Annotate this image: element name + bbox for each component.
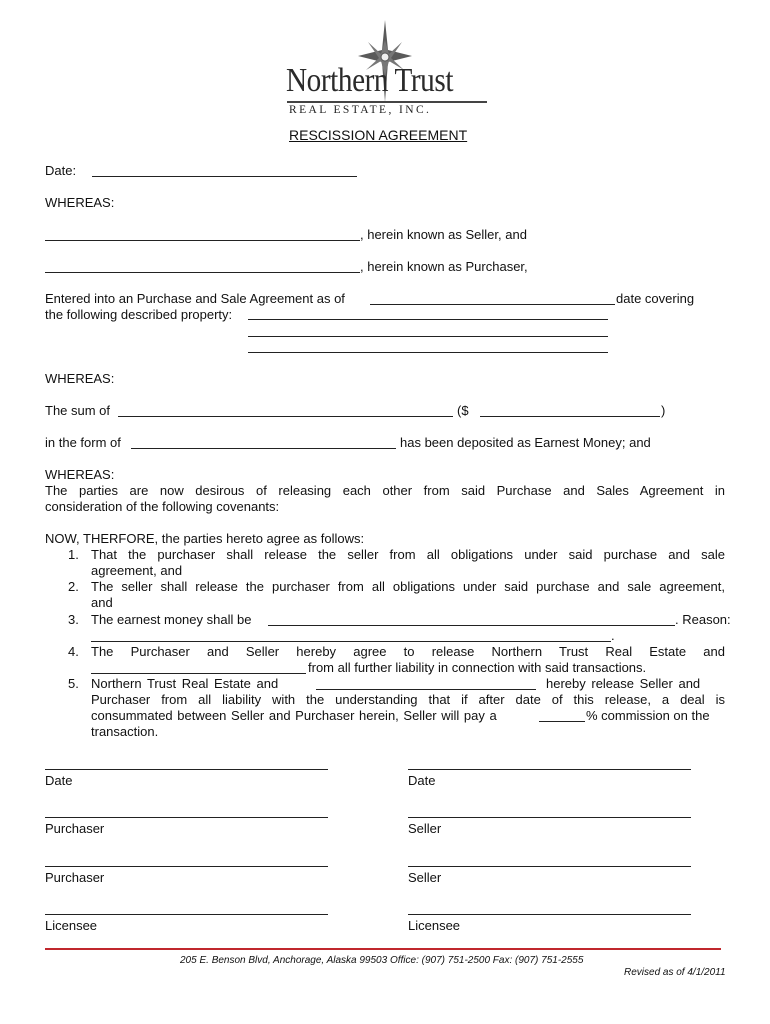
logo-subtitle: REAL ESTATE, INC.: [289, 104, 432, 116]
item-3-text: The earnest money shall be: [91, 612, 252, 627]
document-title: RESCISSION AGREEMENT: [289, 127, 468, 143]
signature-line-left-3[interactable]: [45, 866, 328, 867]
signature-line-left-4[interactable]: [45, 914, 328, 915]
item-4-line-2: from all further liability in connection with said transactions.: [308, 660, 647, 675]
item-number-4: 4.: [68, 644, 79, 659]
entered-text: Entered into an Purchase and Sale Agreement as of: [45, 291, 345, 306]
item-5-line-3a: consummated between Seller and Purchaser herein, Seller will pay a: [91, 708, 497, 723]
agreement-date-field[interactable]: [370, 304, 615, 305]
item-number-1: 1.: [68, 547, 79, 562]
earnest-disposition-field[interactable]: [268, 625, 675, 626]
whereas-heading-1: WHEREAS:: [45, 195, 115, 210]
logo-name: Northern Trust: [286, 62, 454, 99]
signature-label-date-right: Date: [408, 773, 436, 788]
item-3-period: .: [611, 628, 615, 643]
item-number-5: 5.: [68, 676, 79, 691]
now-therefore-text: NOW, THERFORE, the parties hereto agree as follows:: [45, 531, 365, 546]
purchaser-text: , herein known as Purchaser,: [360, 259, 528, 274]
seller-text: , herein known as Seller, and: [360, 227, 527, 242]
whereas-heading-2: WHEREAS:: [45, 371, 115, 386]
signature-label-date-left: Date: [45, 773, 73, 788]
form-text: has been deposited as Earnest Money; and: [400, 435, 651, 450]
item-number-2: 2.: [68, 579, 79, 594]
signature-line-right-1[interactable]: [408, 769, 691, 770]
signature-label-seller-2: Seller: [408, 870, 442, 885]
sum-label: The sum of: [45, 403, 111, 418]
whereas-heading-3: WHEREAS:: [45, 467, 115, 482]
item-2-line-1: The seller shall release the purchaser from all obligations under said purchase and sale agreement,: [91, 579, 725, 594]
seller-name-field[interactable]: [45, 240, 360, 241]
signature-line-left-1[interactable]: [45, 769, 328, 770]
sum-amount-field[interactable]: [480, 416, 660, 417]
signature-line-right-3[interactable]: [408, 866, 691, 867]
item-1-line-1: That the purchaser shall release the seller from all obligations under said purchase and sale: [91, 547, 725, 562]
footer-revised: Revised as of 4/1/2011: [624, 967, 726, 978]
signature-line-left-2[interactable]: [45, 817, 328, 818]
signature-line-right-2[interactable]: [408, 817, 691, 818]
property-field-2[interactable]: [248, 336, 608, 337]
logo-underline: [287, 101, 487, 103]
signature-label-licensee-right: Licensee: [408, 918, 461, 933]
form-label: in the form of: [45, 435, 121, 450]
property-label: the following described property:: [45, 307, 233, 322]
earnest-form-field[interactable]: [131, 448, 396, 449]
signature-label-purchaser-2: Purchaser: [45, 870, 105, 885]
date-covering-text: date covering: [616, 291, 695, 306]
item-3-reason-label: . Reason:: [675, 612, 731, 627]
property-field-1[interactable]: [248, 319, 608, 320]
property-field-3[interactable]: [248, 352, 608, 353]
sum-paren-close: ): [661, 403, 666, 418]
signature-line-right-4[interactable]: [408, 914, 691, 915]
item-2-line-2: and: [91, 595, 113, 610]
item-4-line-1: The Purchaser and Seller hereby agree to release Northern Trust Real Estate and: [91, 644, 725, 659]
sum-paren-open: ($: [457, 403, 469, 418]
item-5-line-1a: Northern Trust Real Estate and: [91, 676, 279, 691]
item-number-3: 3.: [68, 612, 79, 627]
item-5-line-4: transaction.: [91, 724, 159, 739]
purchaser-name-field[interactable]: [45, 272, 360, 273]
footer-address: 205 E. Benson Blvd, Anchorage, Alaska 99503 Office: (907) 751-2500 Fax: (907) 751-2555: [180, 955, 584, 966]
reason-field[interactable]: [91, 641, 611, 642]
date-label: Date:: [45, 163, 77, 178]
commission-percent-field[interactable]: [539, 721, 585, 722]
signature-label-seller-1: Seller: [408, 821, 442, 836]
item-1-line-2: agreement, and: [91, 563, 183, 578]
sum-words-field[interactable]: [118, 416, 453, 417]
footer-rule: [45, 948, 721, 950]
signature-label-licensee-left: Licensee: [45, 918, 98, 933]
releasing-party-field[interactable]: [316, 689, 536, 690]
parties-line-2: consideration of the following covenants:: [45, 499, 280, 514]
item-5-line-1b: hereby release Seller and: [546, 676, 701, 691]
item-5-line-3b: % commission on the: [586, 708, 710, 723]
signature-label-purchaser-1: Purchaser: [45, 821, 105, 836]
item-5-line-2: Purchaser from all liability with the understanding that if after date of this release, a deal is: [91, 692, 725, 707]
release-party-field[interactable]: [91, 673, 306, 674]
parties-line-1: The parties are now desirous of releasing each other from said Purchase and Sales Agreement in: [45, 483, 725, 498]
date-field[interactable]: [92, 176, 357, 177]
